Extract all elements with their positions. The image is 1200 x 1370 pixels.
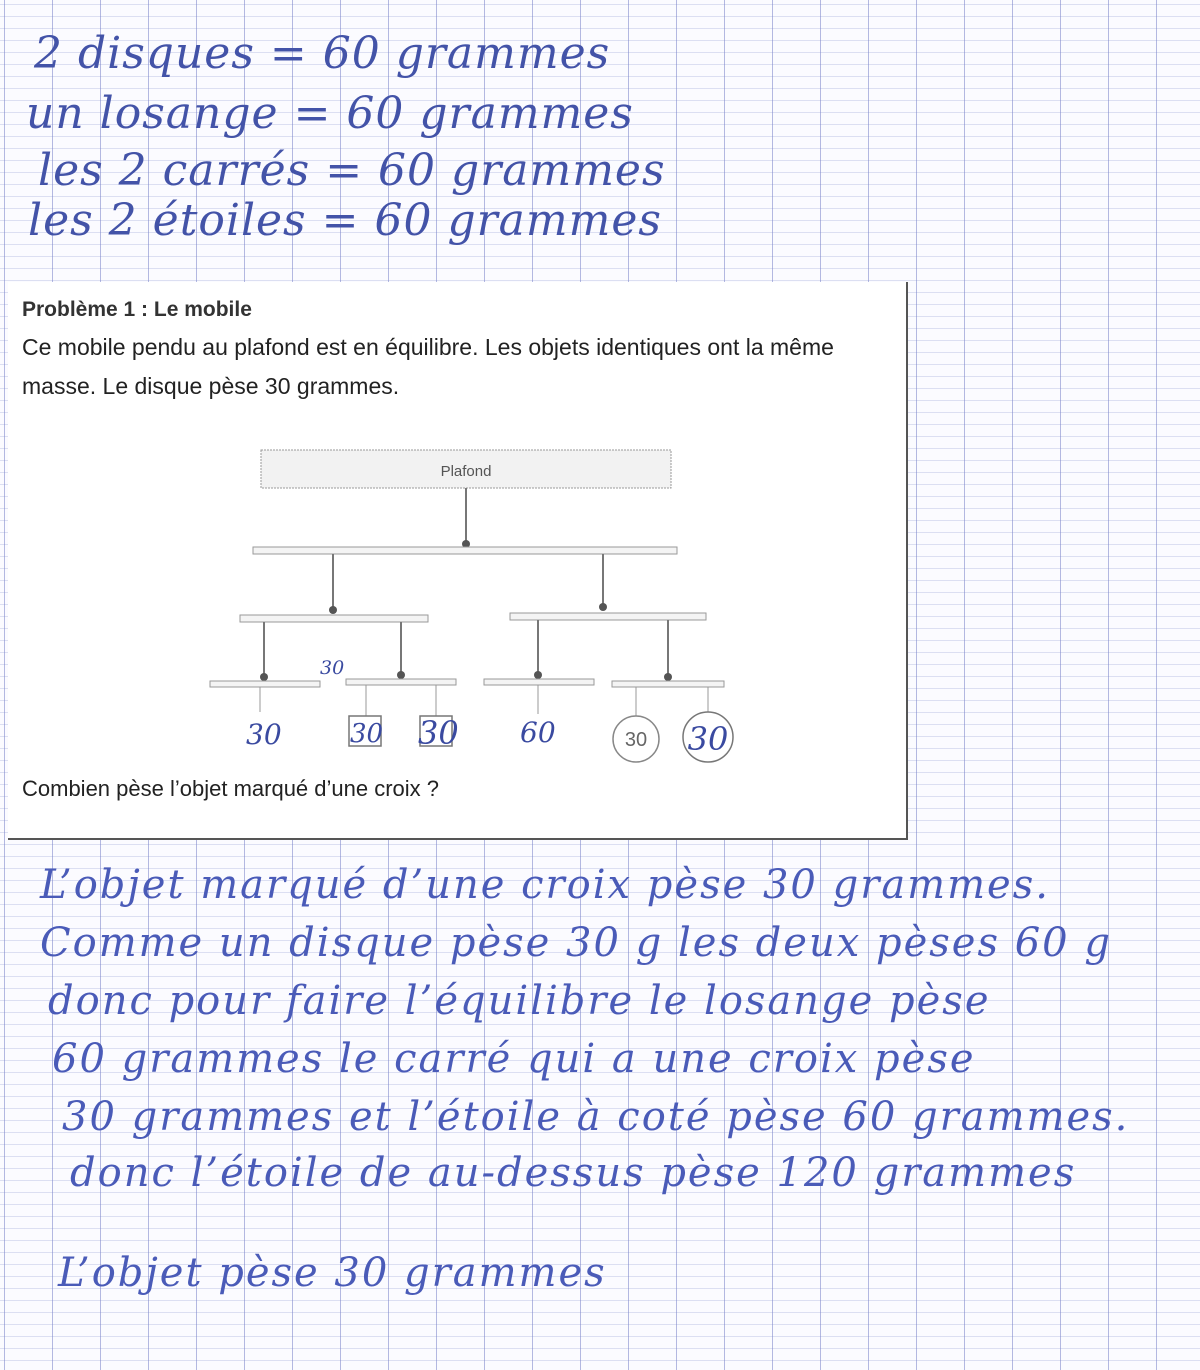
joint-lr (397, 671, 405, 679)
answer-line-5: 30 grammes et l’étoile à coté pèse 60 grammes. (62, 1094, 1130, 1140)
ceiling-label: Plafond (440, 463, 492, 480)
top-bar (253, 547, 677, 554)
answer-line-4: 60 grammes le carré qui a une croix pèse (52, 1036, 976, 1082)
joint-rl (534, 671, 542, 679)
problem-statement: Ce mobile pendu au plafond est en équilibre. Les objets identiques ont la même masse. Le disque pèse 30 grammes. (22, 334, 834, 399)
annotation-obj-2: 30 (350, 719, 384, 749)
answer-line-3: donc pour faire l’équilibre le losange pèse (48, 978, 991, 1024)
answer-line-1: L’objet marqué d’une croix pèse 30 grammes. (40, 862, 1050, 908)
problem-title: Problème 1 : Le mobile (22, 298, 252, 321)
bar-ll (210, 681, 320, 687)
joint-rr (664, 673, 672, 681)
annotation-obj-3: 30 (418, 714, 459, 752)
note-line-1: 2 disques = 60 grammes (34, 28, 611, 79)
bar-rr (612, 681, 724, 687)
right-joint (599, 603, 607, 611)
annotation-obj-6: 30 (687, 720, 729, 758)
bar-rl (484, 679, 594, 685)
left-bar (240, 615, 428, 622)
annotation-mid-30: 30 (320, 657, 345, 679)
note-line-2: un losange = 60 grammes (26, 88, 634, 139)
note-line-4: les 2 étoiles = 60 grammes (28, 195, 662, 246)
answer-line-6: donc l’étoile de au-dessus pèse 120 grammes (70, 1150, 1077, 1196)
bar-lr (346, 679, 456, 685)
annotation-obj-5: 30 (624, 729, 648, 751)
annotation-obj-1: 30 (246, 718, 282, 751)
answer-line-2: Comme un disque pèse 30 g les deux pèses 60 g (40, 920, 1112, 966)
problem-card (8, 282, 908, 840)
annotation-obj-4: 60 (520, 716, 556, 749)
joint-ll (260, 673, 268, 681)
problem-question: Combien pèse l’objet marqué d’une croix ? (22, 776, 440, 801)
note-line-3: les 2 carrés = 60 grammes (38, 145, 666, 196)
right-bar (510, 613, 706, 620)
left-joint (329, 606, 337, 614)
answer-conclusion: L’objet pèse 30 grammes (58, 1250, 607, 1296)
